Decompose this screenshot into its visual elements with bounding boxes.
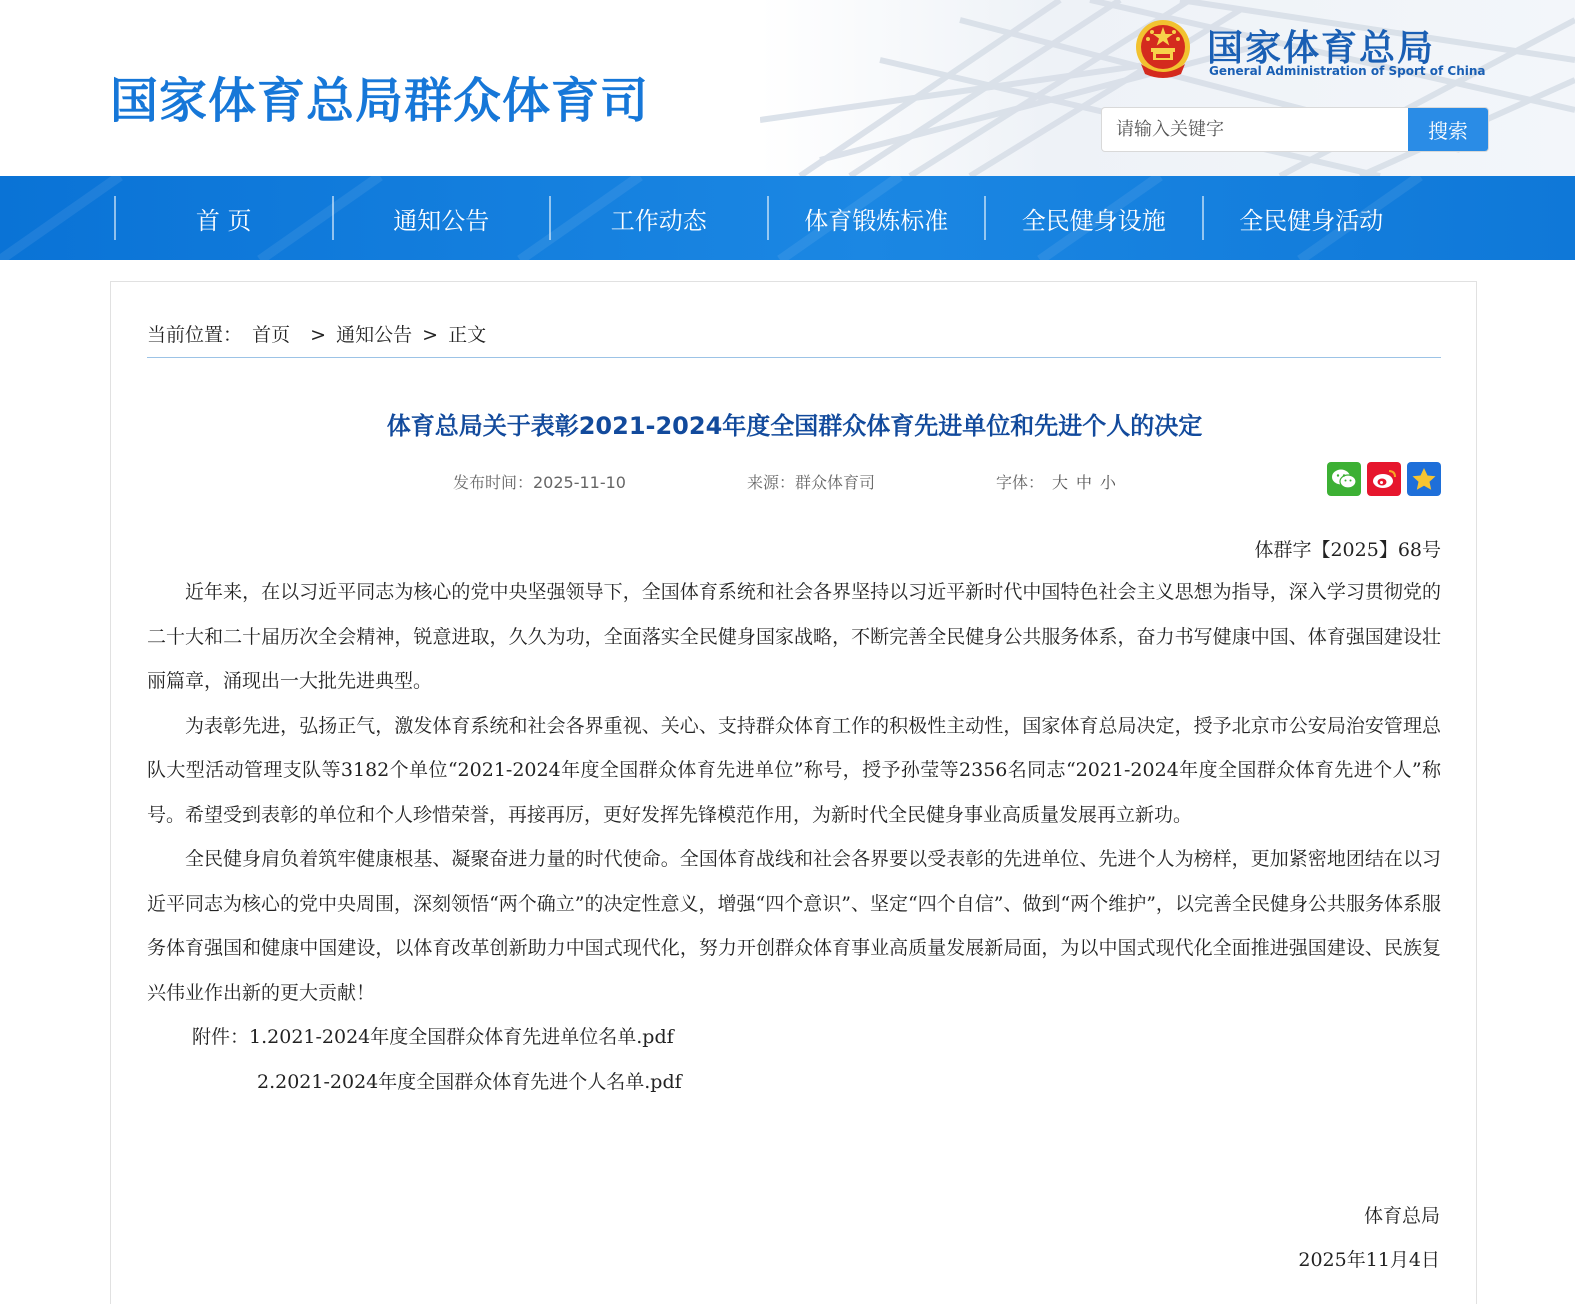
font-size-small[interactable]: 小	[1100, 473, 1117, 492]
search-input[interactable]	[1102, 108, 1409, 151]
nav-item-notices[interactable]: 通知公告	[332, 196, 550, 240]
article-source: 来源：群众体育司	[747, 473, 876, 492]
wechat-icon[interactable]	[1327, 462, 1361, 496]
breadcrumb-home-link[interactable]: 首页	[252, 324, 291, 346]
article-paragraph: 全民健身肩负着筑牢健康根基、凝聚奋进力量的时代使命。全国体育战线和社会各界要以受表彰的先进单位、先进个人为榜样，更加紧密地团结在以习近平同志为核心的党中央周围，深刻领悟“两个确立”的决定性意义，增强“四个意识”、坚定“四个自信”、做到“两个维护”，以完善全民健身公共服务体系服务体育强国和健康中国建设，以体育改革创新助力中国式现代化，努力开创群众体育事业高质量发展新局面，为以中国式现代化全面推进强国建设、民族复兴伟业作出新的更大贡献！	[147, 848, 1441, 1004]
national-emblem-icon	[1133, 18, 1193, 80]
main-nav	[0, 176, 1575, 260]
attachment-row	[147, 1015, 1441, 1060]
attachment-row	[147, 1060, 1441, 1105]
attachment-link-units[interactable]: 1.2021-2024年度全国群众体育先进单位名单.pdf	[249, 1026, 674, 1048]
nav-item-fitness-facilities[interactable]: 全民健身设施	[984, 196, 1202, 240]
attachment-link-individuals[interactable]: 2.2021-2024年度全国群众体育先进个人名单.pdf	[257, 1070, 682, 1093]
nav-item-home[interactable]: 首 页	[114, 196, 332, 240]
logo-text-cn: 国家体育总局	[1207, 28, 1436, 69]
font-size-medium[interactable]: 中	[1076, 473, 1093, 492]
search-box	[1101, 107, 1489, 152]
breadcrumb-current: 正文	[448, 324, 487, 346]
breadcrumb-prefix: 当前位置：	[147, 324, 243, 346]
publish-date: 发布时间：2025-11-10	[453, 473, 626, 492]
font-size-label: 字体：	[996, 473, 1045, 492]
attachment-label: 附件：	[192, 1026, 250, 1048]
nav-item-work-news[interactable]: 工作动态	[549, 196, 767, 240]
font-size-large[interactable]: 大	[1052, 473, 1069, 492]
nav-list	[114, 196, 1419, 240]
article-title: 体育总局关于表彰2021-2024年度全国群众体育先进单位和先进个人的决定	[386, 412, 1203, 440]
search-button[interactable]: 搜索	[1408, 108, 1488, 151]
breadcrumb-section-link[interactable]: 通知公告	[336, 324, 413, 346]
site-title[interactable]: 国家体育总局群众体育司	[110, 73, 650, 129]
logo-text-en: General Administration of Sport of China	[1209, 64, 1486, 78]
font-size-switcher	[996, 470, 1116, 493]
weibo-icon[interactable]	[1367, 462, 1401, 496]
document-number: 体群字【2025】68号	[1254, 539, 1441, 561]
signature-block	[1298, 1194, 1440, 1282]
site-header	[0, 0, 1575, 176]
article-body	[147, 530, 1441, 1104]
article-container	[110, 281, 1477, 1304]
share-bar	[1327, 462, 1441, 496]
nav-item-exercise-standards[interactable]: 体育锻炼标准	[767, 196, 985, 240]
breadcrumb-separator: >	[422, 324, 439, 346]
article-paragraph: 为表彰先进，弘扬正气，激发体育系统和社会各界重视、关心、支持群众体育工作的积极性主动性，国家体育总局决定，授予北京市公安局治安管理总队大型活动管理支队等3182个单位“2021-2024年度全国群众体育先进单位”称号，授予孙莹等2356名同志“2021-2024年度全国群众体育先进个人”称号。希望受到表彰的单位和个人珍惜荣誉，再接再厉，更好发挥先锋模范作用，为新时代全民健身事业高质量发展再立新功。	[147, 714, 1441, 826]
breadcrumb-divider	[147, 357, 1441, 358]
breadcrumb-separator: >	[310, 324, 327, 346]
favorite-icon[interactable]	[1407, 462, 1441, 496]
nav-item-fitness-activities[interactable]: 全民健身活动	[1202, 196, 1420, 240]
signature-org: 体育总局	[1363, 1205, 1440, 1227]
gasc-logo[interactable]	[1133, 18, 1486, 84]
breadcrumb	[147, 320, 490, 347]
article-paragraph: 近年来，在以习近平同志为核心的党中央坚强领导下，全国体育系统和社会各界坚持以习近平新时代中国特色社会主义思想为指导，深入学习贯彻党的二十大和二十届历次全会精神，锐意进取，久久为功，全面落实全民健身国家战略，不断完善全民健身公共服务体系，奋力书写健康中国、体育强国建设壮丽篇章，涌现出一大批先进典型。	[147, 581, 1441, 692]
signature-date: 2025年11月4日	[1298, 1249, 1440, 1271]
